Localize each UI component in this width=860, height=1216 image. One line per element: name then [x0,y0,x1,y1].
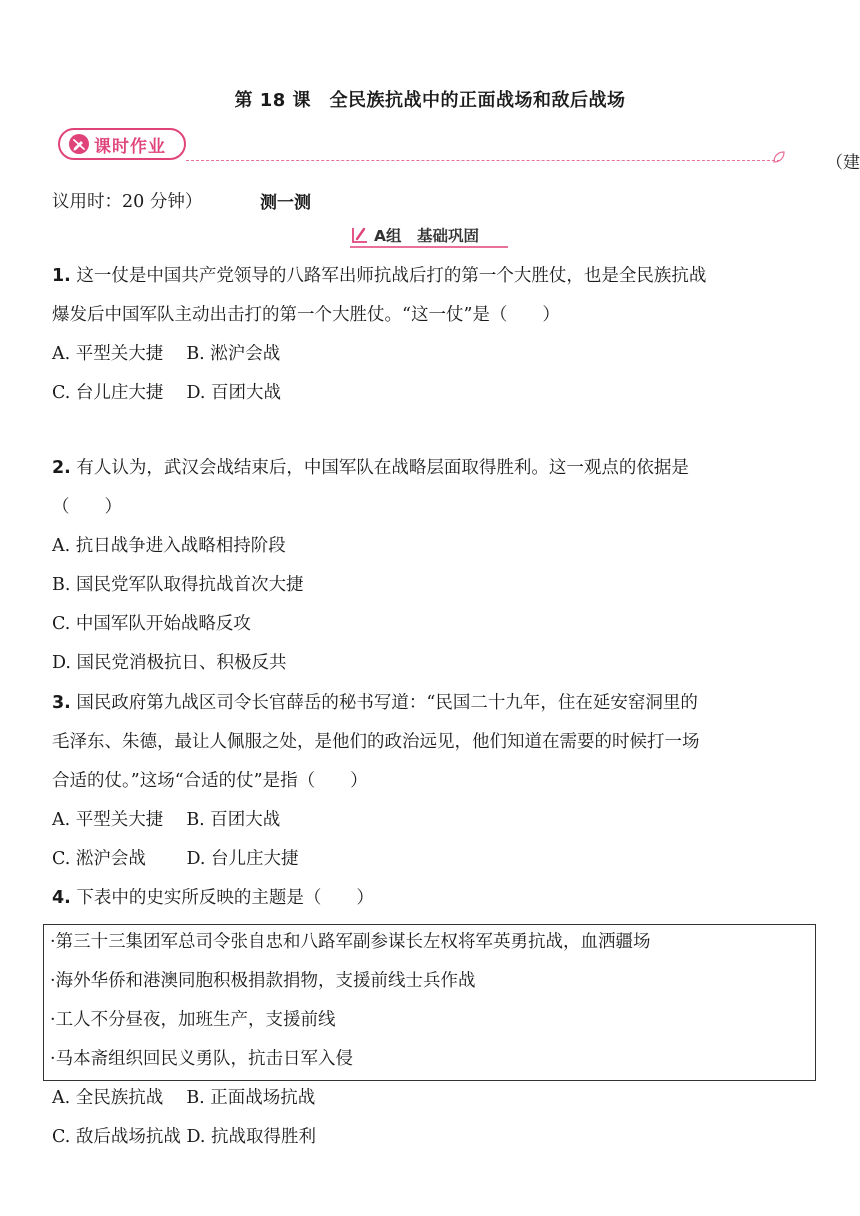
question-2-option: C. 中国军队开始战略反攻 [52,614,251,634]
facts-table [43,924,816,1081]
leaf-icon [772,150,786,164]
question-1-option: C. 台儿庄大捷 D. 百团大战 [52,383,281,403]
section-header [52,126,860,173]
dashed-divider [186,160,780,161]
question-4-option: A. 全民族抗战 B. 正面战场抗战 [52,1088,316,1108]
pencil-icon [68,133,90,155]
table-row: ·第三十三集团军总司令张自忠和八路军副参谋长左权将军英勇抗战，血洒疆场 [50,932,651,952]
question-1-option: A. 平型关大捷 B. 淞沪会战 [52,344,281,364]
test-label: 测一测 [260,193,311,213]
question-2-option: D. 国民党消极抗日、积极反共 [52,653,287,673]
page-title: 第 18 课 全民族抗战中的正面战场和敌后战场 [234,90,626,111]
homework-badge [58,128,186,160]
table-row: ·马本斋组织回民义勇队，抗击日军入侵 [50,1049,354,1069]
question-3-line-2: 毛泽东、朱德，最让人佩服之处，是他们的政治远见，他们知道在需要的时候打一场 [52,732,700,752]
question-3-option: A. 平型关大捷 B. 百团大战 [52,810,281,830]
group-label: A组 基础巩固 [374,227,479,245]
table-row: ·海外华侨和港澳同胞积极捐款捐物，支援前线士兵作战 [50,971,476,991]
time-note: 议用时：20 分钟） [52,192,203,212]
question-2-line-1: 2. 有人认为，武汉会战结束后，中国军队在战略层面取得胜利。这一观点的依据是 [52,458,689,478]
brush-icon [350,225,370,245]
question-3-option: C. 淞沪会战 D. 台儿庄大捷 [52,849,299,869]
table-row: ·工人不分昼夜，加班生产，支援前线 [50,1010,336,1030]
header-right-text: （建 [826,153,860,173]
question-4-line-1: 4. 下表中的史实所反映的主题是（ ） [52,888,374,908]
badge-label: 课时作业 [94,136,166,157]
group-badge [350,224,508,248]
question-1-line-1: 1. 这一仗是中国共产党领导的八路军出师抗战后打的第一个大胜仗，也是全民族抗战 [52,266,707,286]
question-3-line-1: 3. 国民政府第九战区司令长官薛岳的秘书写道：“民国二十九年，住在延安窑洞里的 [52,693,698,713]
question-1-line-2: 爆发后中国军队主动出击打的第一个大胜仗。“这一仗”是（ ） [52,305,560,325]
question-4-option: C. 敌后战场抗战 D. 抗战取得胜利 [52,1127,316,1147]
question-2-line-2: （ ） [52,497,122,517]
question-2-option: B. 国民党军队取得抗战首次大捷 [52,575,304,595]
question-3-line-3: 合适的仗。”这场“合适的仗”是指（ ） [52,771,368,791]
question-2-option: A. 抗日战争进入战略相持阶段 [52,536,286,556]
